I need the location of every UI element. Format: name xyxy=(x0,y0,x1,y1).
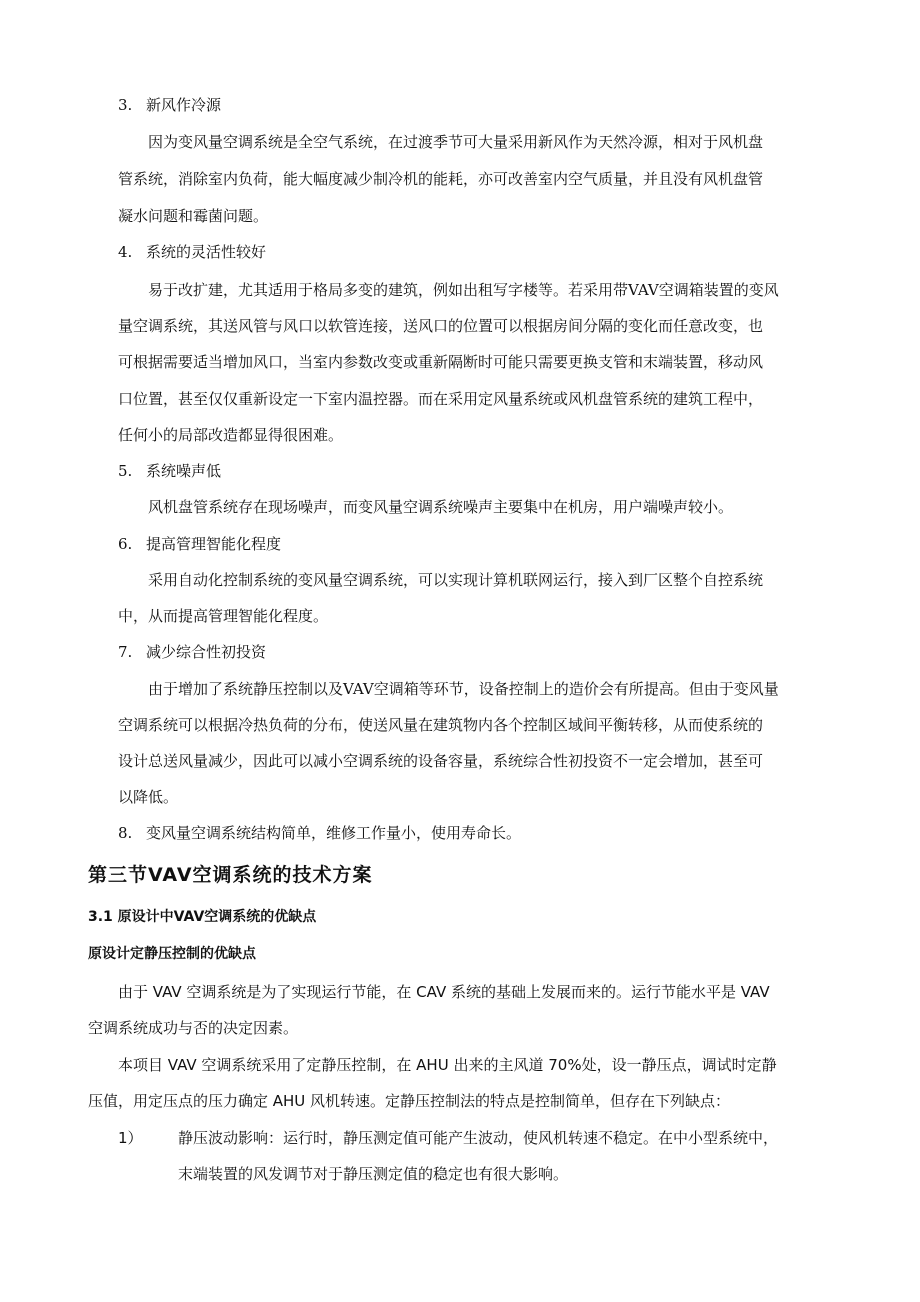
item-title: 提高管理智能化程度 xyxy=(146,535,282,553)
paragraph-line: 口位置，甚至仅仅重新设定一下室内温控器。而在采用定风量系统或风机盘管系统的建筑工程中， xyxy=(118,390,764,408)
paragraph-line: 因为变风量空调系统是全空气系统，在过渡季节可大量采用新风作为天然冷源，相对于风机盘 xyxy=(148,133,764,151)
paragraph-line: 空调系统成功与否的决定因素。 xyxy=(88,1019,299,1037)
paragraph-line: 凝水问题和霉菌问题。 xyxy=(118,207,269,225)
subsection-title: 3.1 原设计中VAV空调系统的优缺点 xyxy=(88,909,317,925)
item-title: 系统的灵活性较好 xyxy=(146,243,267,261)
list-item-line: 末端装置的风发调节对于静压测定值的稳定也有很大影响。 xyxy=(178,1165,569,1183)
paragraph-line: 管系统，消除室内负荷，能大幅度减少制冷机的能耗，亦可改善室内空气质量，并且没有风机盘管 xyxy=(118,170,764,188)
item-heading xyxy=(118,242,266,262)
item-number: 7. xyxy=(118,643,133,661)
section-title: 第三节VAV空调系统的技术方案 xyxy=(88,864,373,886)
item-title: 新风作冷源 xyxy=(146,96,222,114)
paragraph-line: 由于 VAV 空调系统是为了实现运行节能，在 CAV 系统的基础上发展而来的。运行节能水平是 VAV xyxy=(118,983,770,1001)
paragraph-line: 量空调系统，其送风管与风口以软管连接，送风口的位置可以根据房间分隔的变化而任意改变，也 xyxy=(118,317,764,335)
item-number: 5. xyxy=(118,462,133,480)
item-heading xyxy=(118,95,221,115)
item-heading xyxy=(118,823,521,843)
item-number: 8. xyxy=(118,824,133,842)
paragraph-line: 易于改扩建，尤其适用于格局多变的建筑，例如出租写字楼等。若采用带VAV空调箱装置的变风 xyxy=(148,281,779,299)
paragraph-line: 本项目 VAV 空调系统采用了定静压控制，在 AHU 出来的主风道 70%处，设一静压点，调试时定静 xyxy=(118,1056,777,1074)
item-number: 6. xyxy=(118,535,133,553)
item-title: 减少综合性初投资 xyxy=(146,643,267,661)
list-item-line: 静压波动影响：运行时，静压测定值可能产生波动，使风机转速不稳定。在中小型系统中， xyxy=(178,1129,779,1147)
paragraph-line: 采用自动化控制系统的变风量空调系统，可以实现计算机联网运行，接入到厂区整个自控系统 xyxy=(148,571,764,589)
paragraph-line: 空调系统可以根据冷热负荷的分布，使送风量在建筑物内各个控制区域间平衡转移，从而使系统的 xyxy=(118,716,764,734)
paragraph-line: 由于增加了系统静压控制以及VAV空调箱等环节，设备控制上的造价会有所提高。但由于变风量 xyxy=(148,680,779,698)
paragraph-line: 设计总送风量减少，因此可以减小空调系统的设备容量，系统综合性初投资不一定会增加，甚至可 xyxy=(118,752,764,770)
list-number: 1） xyxy=(118,1129,143,1147)
paragraph-line: 以降低。 xyxy=(118,788,179,806)
item-title: 变风量空调系统结构简单，维修工作量小，使用寿命长。 xyxy=(146,824,522,842)
item-heading xyxy=(118,534,281,554)
item-number: 4. xyxy=(118,243,133,261)
item-number: 3. xyxy=(118,96,133,114)
item-heading xyxy=(118,642,266,662)
item-heading xyxy=(118,461,221,481)
sub-heading: 原设计定静压控制的优缺点 xyxy=(88,946,256,962)
paragraph-line: 压值，用定压点的压力确定 AHU 风机转速。定静压控制法的特点是控制简单，但存在下列缺点： xyxy=(88,1092,731,1110)
item-title: 系统噪声低 xyxy=(146,462,222,480)
paragraph-line: 任何小的局部改造都显得很困难。 xyxy=(118,426,344,444)
paragraph-line: 可根据需要适当增加风口，当室内参数改变或重新隔断时可能只需要更换支管和末端装置，移动风 xyxy=(118,353,764,371)
paragraph-line: 中，从而提高管理智能化程度。 xyxy=(118,607,329,625)
paragraph-line: 风机盘管系统存在现场噪声，而变风量空调系统噪声主要集中在机房，用户端噪声较小。 xyxy=(148,498,734,516)
